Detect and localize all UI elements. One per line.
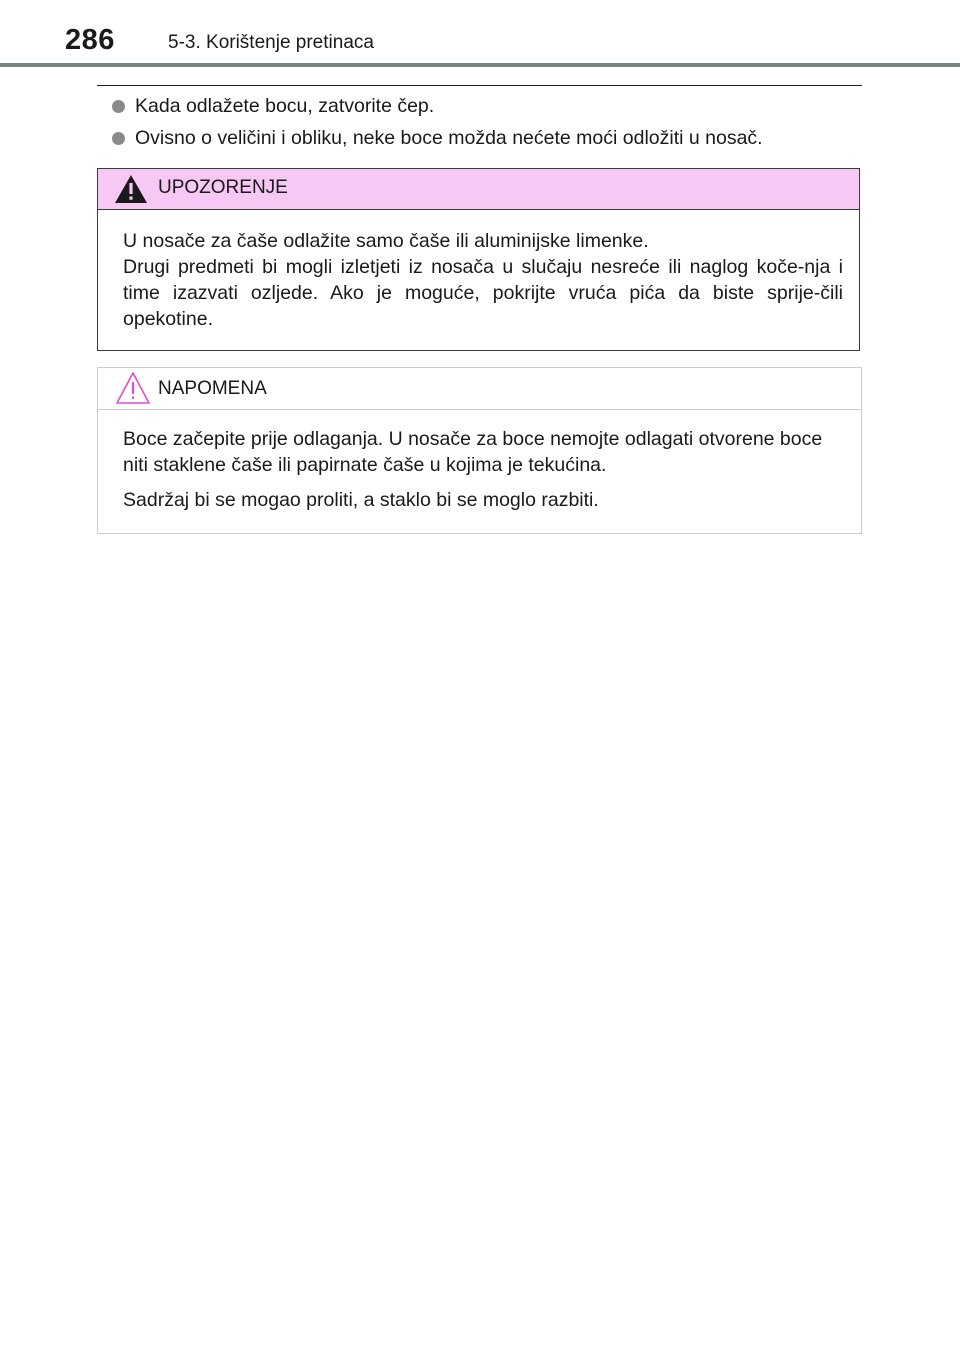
content-divider: [97, 85, 862, 86]
bullet-icon: [112, 100, 125, 113]
notice-paragraph: Boce začepite prije odlaganja. U nosače za boce nemojte odlagati otvorene boce niti staklene čaše ili papirnate čaše u kojima je tekućina.: [123, 428, 823, 476]
notice-paragraph: Sadržaj bi se mogao proliti, a staklo bi se moglo razbiti.: [123, 489, 599, 511]
bullet-text: Kada odlažete bocu, zatvorite čep.: [135, 95, 435, 117]
list-item: [112, 125, 872, 151]
notice-triangle-icon: [115, 371, 151, 410]
warning-title: UPOZORENJE: [158, 177, 288, 198]
warning-body: [98, 210, 859, 332]
notice-header: [98, 368, 861, 410]
section-title: 5-3. Korištenje pretinaca: [168, 32, 374, 53]
warning-triangle-icon: [114, 174, 148, 209]
notice-body: [98, 410, 861, 513]
page-header: [0, 0, 960, 70]
bullet-text: Ovisno o veličini i obliku, neke boce možda nećete moći odložiti u nosač.: [135, 127, 763, 149]
list-item: [112, 93, 872, 119]
notice-title: NAPOMENA: [158, 378, 267, 399]
page-number: 286: [65, 24, 115, 56]
warning-box: [97, 168, 860, 351]
bullet-icon: [112, 132, 125, 145]
header-rule: [0, 63, 960, 67]
warning-line: U nosače za čaše odlažite samo čaše ili aluminijske limenke.: [123, 230, 649, 252]
bullet-list: [112, 93, 872, 157]
notice-box: [97, 367, 862, 534]
warning-header: [98, 169, 859, 210]
warning-line: Drugi predmeti bi mogli izletjeti iz nosača u slučaju nesreće ili naglog koče-nja i time izazvati ozljede. Ako je moguće, pokrijte vruća pića da biste sprije-čili opekotine.: [123, 256, 843, 330]
